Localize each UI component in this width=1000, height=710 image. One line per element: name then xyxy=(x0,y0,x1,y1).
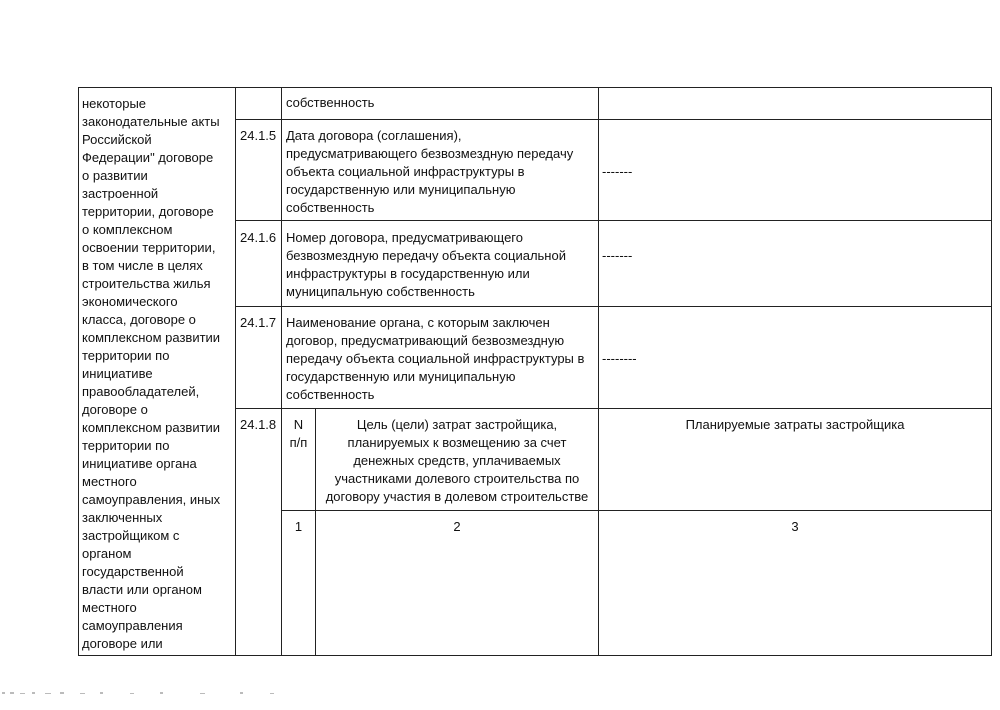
row-number: 24.1.8 xyxy=(240,417,277,432)
subtable-header-n xyxy=(283,416,314,452)
text-line: местного xyxy=(82,474,137,489)
grid-line xyxy=(991,87,992,656)
text-line: Цель (цели) затрат застройщика, xyxy=(356,417,558,432)
text-line: инфраструктуры в государственную или xyxy=(286,266,530,281)
text-line: государственную или муниципальную xyxy=(286,182,516,197)
text-line: самоуправления xyxy=(82,618,183,633)
row-value: ------- xyxy=(602,164,633,179)
text-line: комплексном развитии xyxy=(82,420,221,435)
text-line: договору участия в долевом строительстве xyxy=(325,489,589,504)
grid-line xyxy=(235,408,992,409)
text-line: освоении территории, xyxy=(82,240,216,255)
grid-line xyxy=(78,87,992,88)
row-description xyxy=(286,94,374,112)
grid-line xyxy=(281,87,282,656)
text-line: о комплексном xyxy=(82,222,173,237)
text-line: застроенной xyxy=(82,186,159,201)
row-number: 24.1.6 xyxy=(240,230,277,245)
text-line: в том числе в целях xyxy=(82,258,203,273)
text-line: собственность xyxy=(286,200,375,215)
text-line: участниками долевого строительства по xyxy=(334,471,580,486)
text-line: объекта социальной инфраструктуры в xyxy=(286,164,525,179)
left-column-text xyxy=(82,95,220,653)
text-line: предусматривающего безвозмездную передачу xyxy=(286,146,574,161)
row-number: 24.1.7 xyxy=(240,315,277,330)
grid-line xyxy=(281,510,992,511)
text-line: некоторые xyxy=(82,96,147,111)
grid-line xyxy=(78,87,79,656)
row-description xyxy=(286,127,573,217)
text-line: Федерации" договоре xyxy=(82,150,214,165)
text-line: государственную или муниципальную xyxy=(286,369,516,384)
text-line: планируемых к возмещению за счет xyxy=(347,435,567,450)
text-line: экономического xyxy=(82,294,178,309)
text-line: Наименование органа, с которым заключен xyxy=(286,315,550,330)
row-number: 24.1.5 xyxy=(240,128,277,143)
text-line: инициативе xyxy=(82,366,153,381)
grid-line xyxy=(235,306,992,307)
text-line: местного xyxy=(82,600,137,615)
text-line: о развитии xyxy=(82,168,148,183)
text-line: законодательные акты xyxy=(82,114,220,129)
text-line: п/п xyxy=(289,435,308,450)
text-line: муниципальную собственность xyxy=(286,284,475,299)
row-description xyxy=(286,229,566,301)
text-line: Российской xyxy=(82,132,152,147)
row-value: -------- xyxy=(602,351,637,366)
text-line: инициативе органа xyxy=(82,456,197,471)
text-line: территории по xyxy=(82,348,170,363)
grid-line xyxy=(235,220,992,221)
text-line: класса, договоре о xyxy=(82,312,196,327)
text-line: комплексном развитии xyxy=(82,330,221,345)
text-line: правообладателей, xyxy=(82,384,200,399)
text-line: договоре о xyxy=(82,402,148,417)
text-line: собственность xyxy=(286,387,375,402)
text-line: договор, предусматривающий безвозмездную xyxy=(286,333,565,348)
grid-line xyxy=(78,655,992,656)
text-line: N xyxy=(293,417,304,432)
text-line: передачу объекта социальной инфраструктуры в xyxy=(286,351,585,366)
text-line: самоуправления, иных xyxy=(82,492,221,507)
scan-artifact xyxy=(0,690,300,696)
subtable-header-goal xyxy=(317,416,597,506)
text-line: территории по xyxy=(82,438,170,453)
text-line: застройщиком с xyxy=(82,528,180,543)
text-line: территории, договоре xyxy=(82,204,214,219)
text-line: власти или органом xyxy=(82,582,202,597)
subtable-index-cell: 2 xyxy=(453,519,461,534)
subtable-index-cell: 3 xyxy=(791,519,799,534)
text-line: Дата договора (соглашения), xyxy=(286,128,462,143)
text-line: собственность xyxy=(286,95,375,110)
grid-line xyxy=(598,87,599,408)
text-line: органом xyxy=(82,546,132,561)
subtable-index-cell: 1 xyxy=(294,519,303,534)
text-line: заключенных xyxy=(82,510,163,525)
text-line: государственной xyxy=(82,564,184,579)
text-line: безвозмездную передачу объекта социальной xyxy=(286,248,566,263)
grid-line xyxy=(235,119,992,120)
text-line: Номер договора, предусматривающего xyxy=(286,230,523,245)
grid-line xyxy=(235,87,236,656)
subtable-header-costs: Планируемые затраты застройщика xyxy=(685,417,905,432)
text-line: договоре или xyxy=(82,636,163,651)
row-value: ------- xyxy=(602,248,633,263)
row-description xyxy=(286,314,584,404)
text-line: денежных средств, уплачиваемых xyxy=(353,453,561,468)
text-line: строительства жилья xyxy=(82,276,211,291)
